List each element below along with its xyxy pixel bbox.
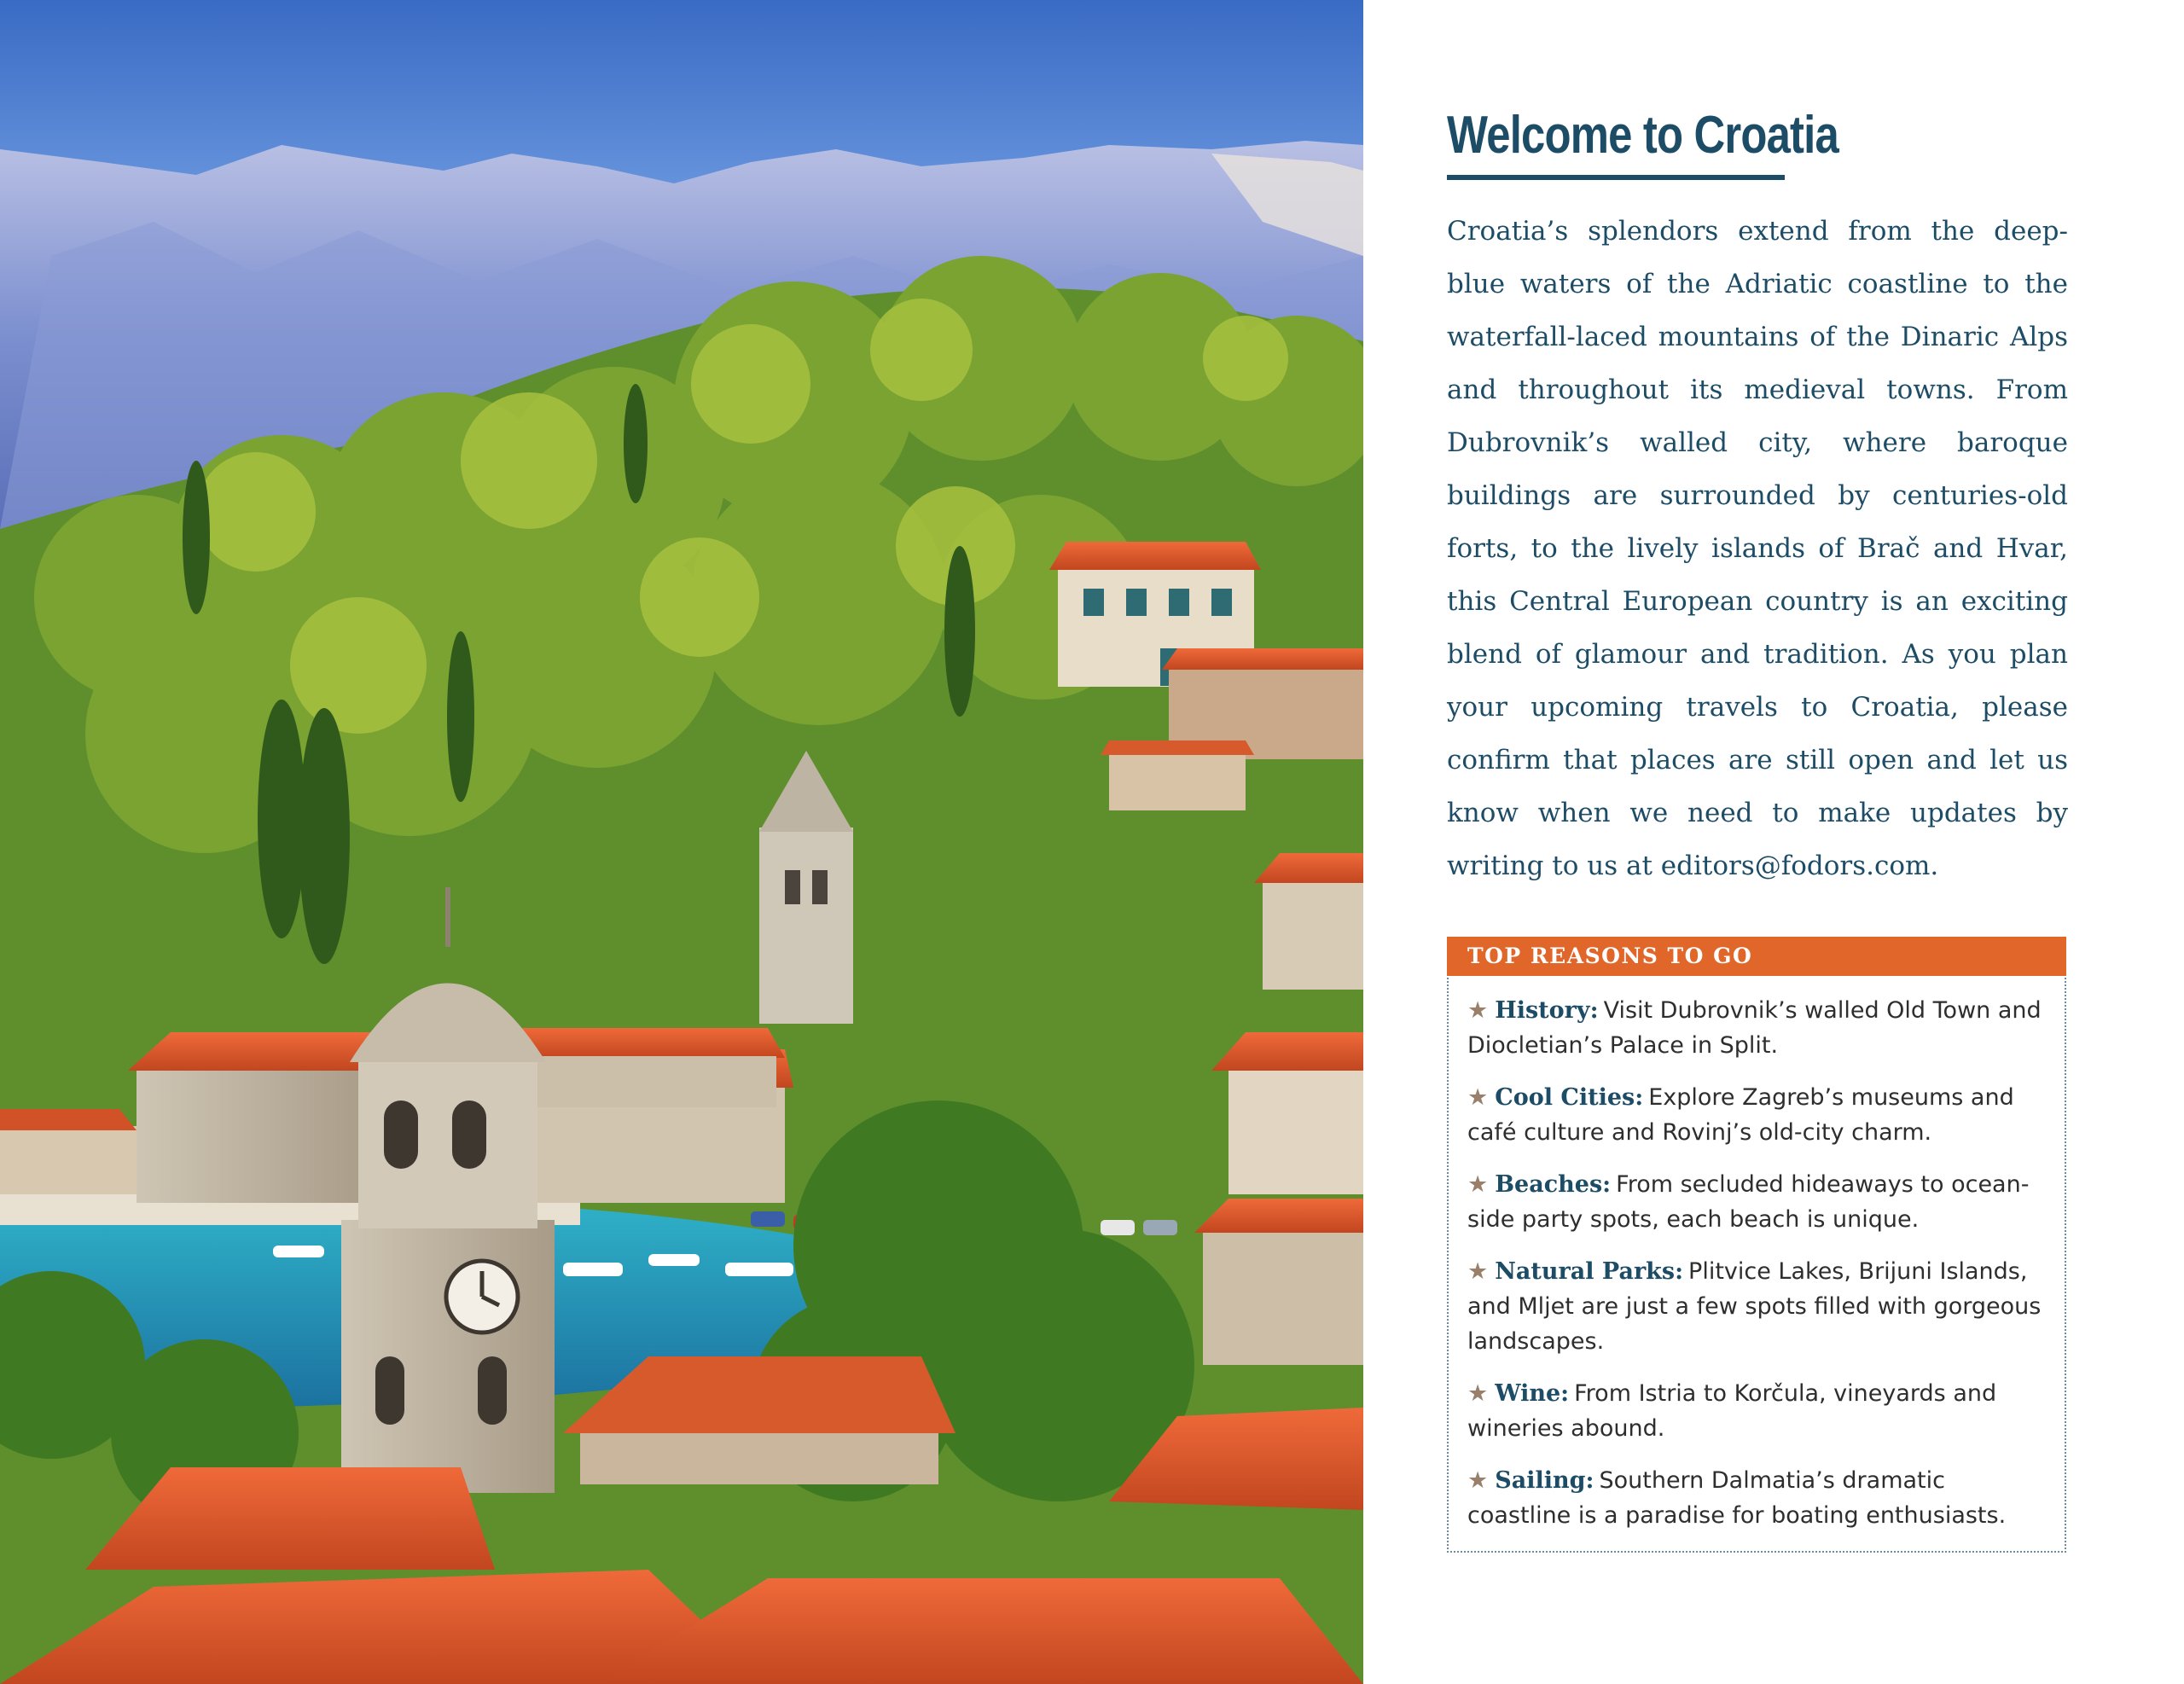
star-icon: ★ — [1467, 1380, 1489, 1407]
reason-label: Sailing: — [1495, 1467, 1594, 1494]
intro-paragraph: Croatia’s splendors extend from the deep-blue waters of the Adriatic coastline to the waterfall-laced mountains of the Dinaric Alps and throughout its medieval towns. From Dubrovnik’s walled city, where baroque buildings are surrounded by centuries-old forts, to the lively islands of Brač and Hvar, this Central European country is an exciting blend of glamour and tradition. As you plan your upcoming travels to Croatia, please confirm that places are still open and let us know when we need to make updates by writing to us at editors@fodors.com. — [1447, 216, 2068, 881]
title-underline — [1447, 175, 1785, 180]
star-icon: ★ — [1467, 1258, 1489, 1285]
text-column — [1447, 0, 2068, 1684]
reason-item-cool-cities — [1467, 1080, 2046, 1150]
star-icon: ★ — [1467, 1171, 1489, 1198]
reason-item-beaches — [1467, 1167, 2046, 1237]
reason-item-natural-parks — [1467, 1254, 2046, 1359]
star-icon: ★ — [1467, 1467, 1489, 1494]
reason-label: Beaches: — [1495, 1171, 1612, 1198]
page-title: Welcome to Croatia — [1447, 106, 1838, 165]
top-reasons-heading: TOP REASONS TO GO — [1447, 937, 2066, 976]
reason-label: Natural Parks: — [1495, 1258, 1684, 1285]
reason-item-sailing — [1467, 1463, 2046, 1533]
star-icon: ★ — [1467, 997, 1489, 1024]
reason-label: Wine: — [1495, 1380, 1570, 1407]
top-reasons-box — [1447, 937, 2066, 1553]
top-reasons-list — [1449, 976, 2065, 1533]
reason-text: From secluded hideaways to ocean-side party spots, each beach is unique. — [1467, 1171, 2030, 1233]
reason-text: From Istria to Korčula, vineyards and wineries abound. — [1467, 1380, 1997, 1442]
reason-text: Visit Dubrovnik’s walled Old Town and Diocletian’s Palace in Split. — [1467, 997, 2042, 1059]
reason-label: History: — [1495, 997, 1599, 1024]
star-icon: ★ — [1467, 1084, 1489, 1111]
reason-text: Explore Zagreb’s museums and café culture and Rovinj’s old-city charm. — [1467, 1084, 2014, 1146]
reason-text: Southern Dalmatia’s dramatic coastline is a paradise for boating enthusiasts. — [1467, 1467, 2007, 1529]
reason-item-wine — [1467, 1376, 2046, 1446]
reason-item-history — [1467, 993, 2046, 1063]
reason-label: Cool Cities: — [1495, 1084, 1644, 1111]
reason-text: Plitvice Lakes, Brijuni Islands, and Mljet are just a few spots filled with gorgeous landscapes. — [1467, 1258, 2042, 1355]
